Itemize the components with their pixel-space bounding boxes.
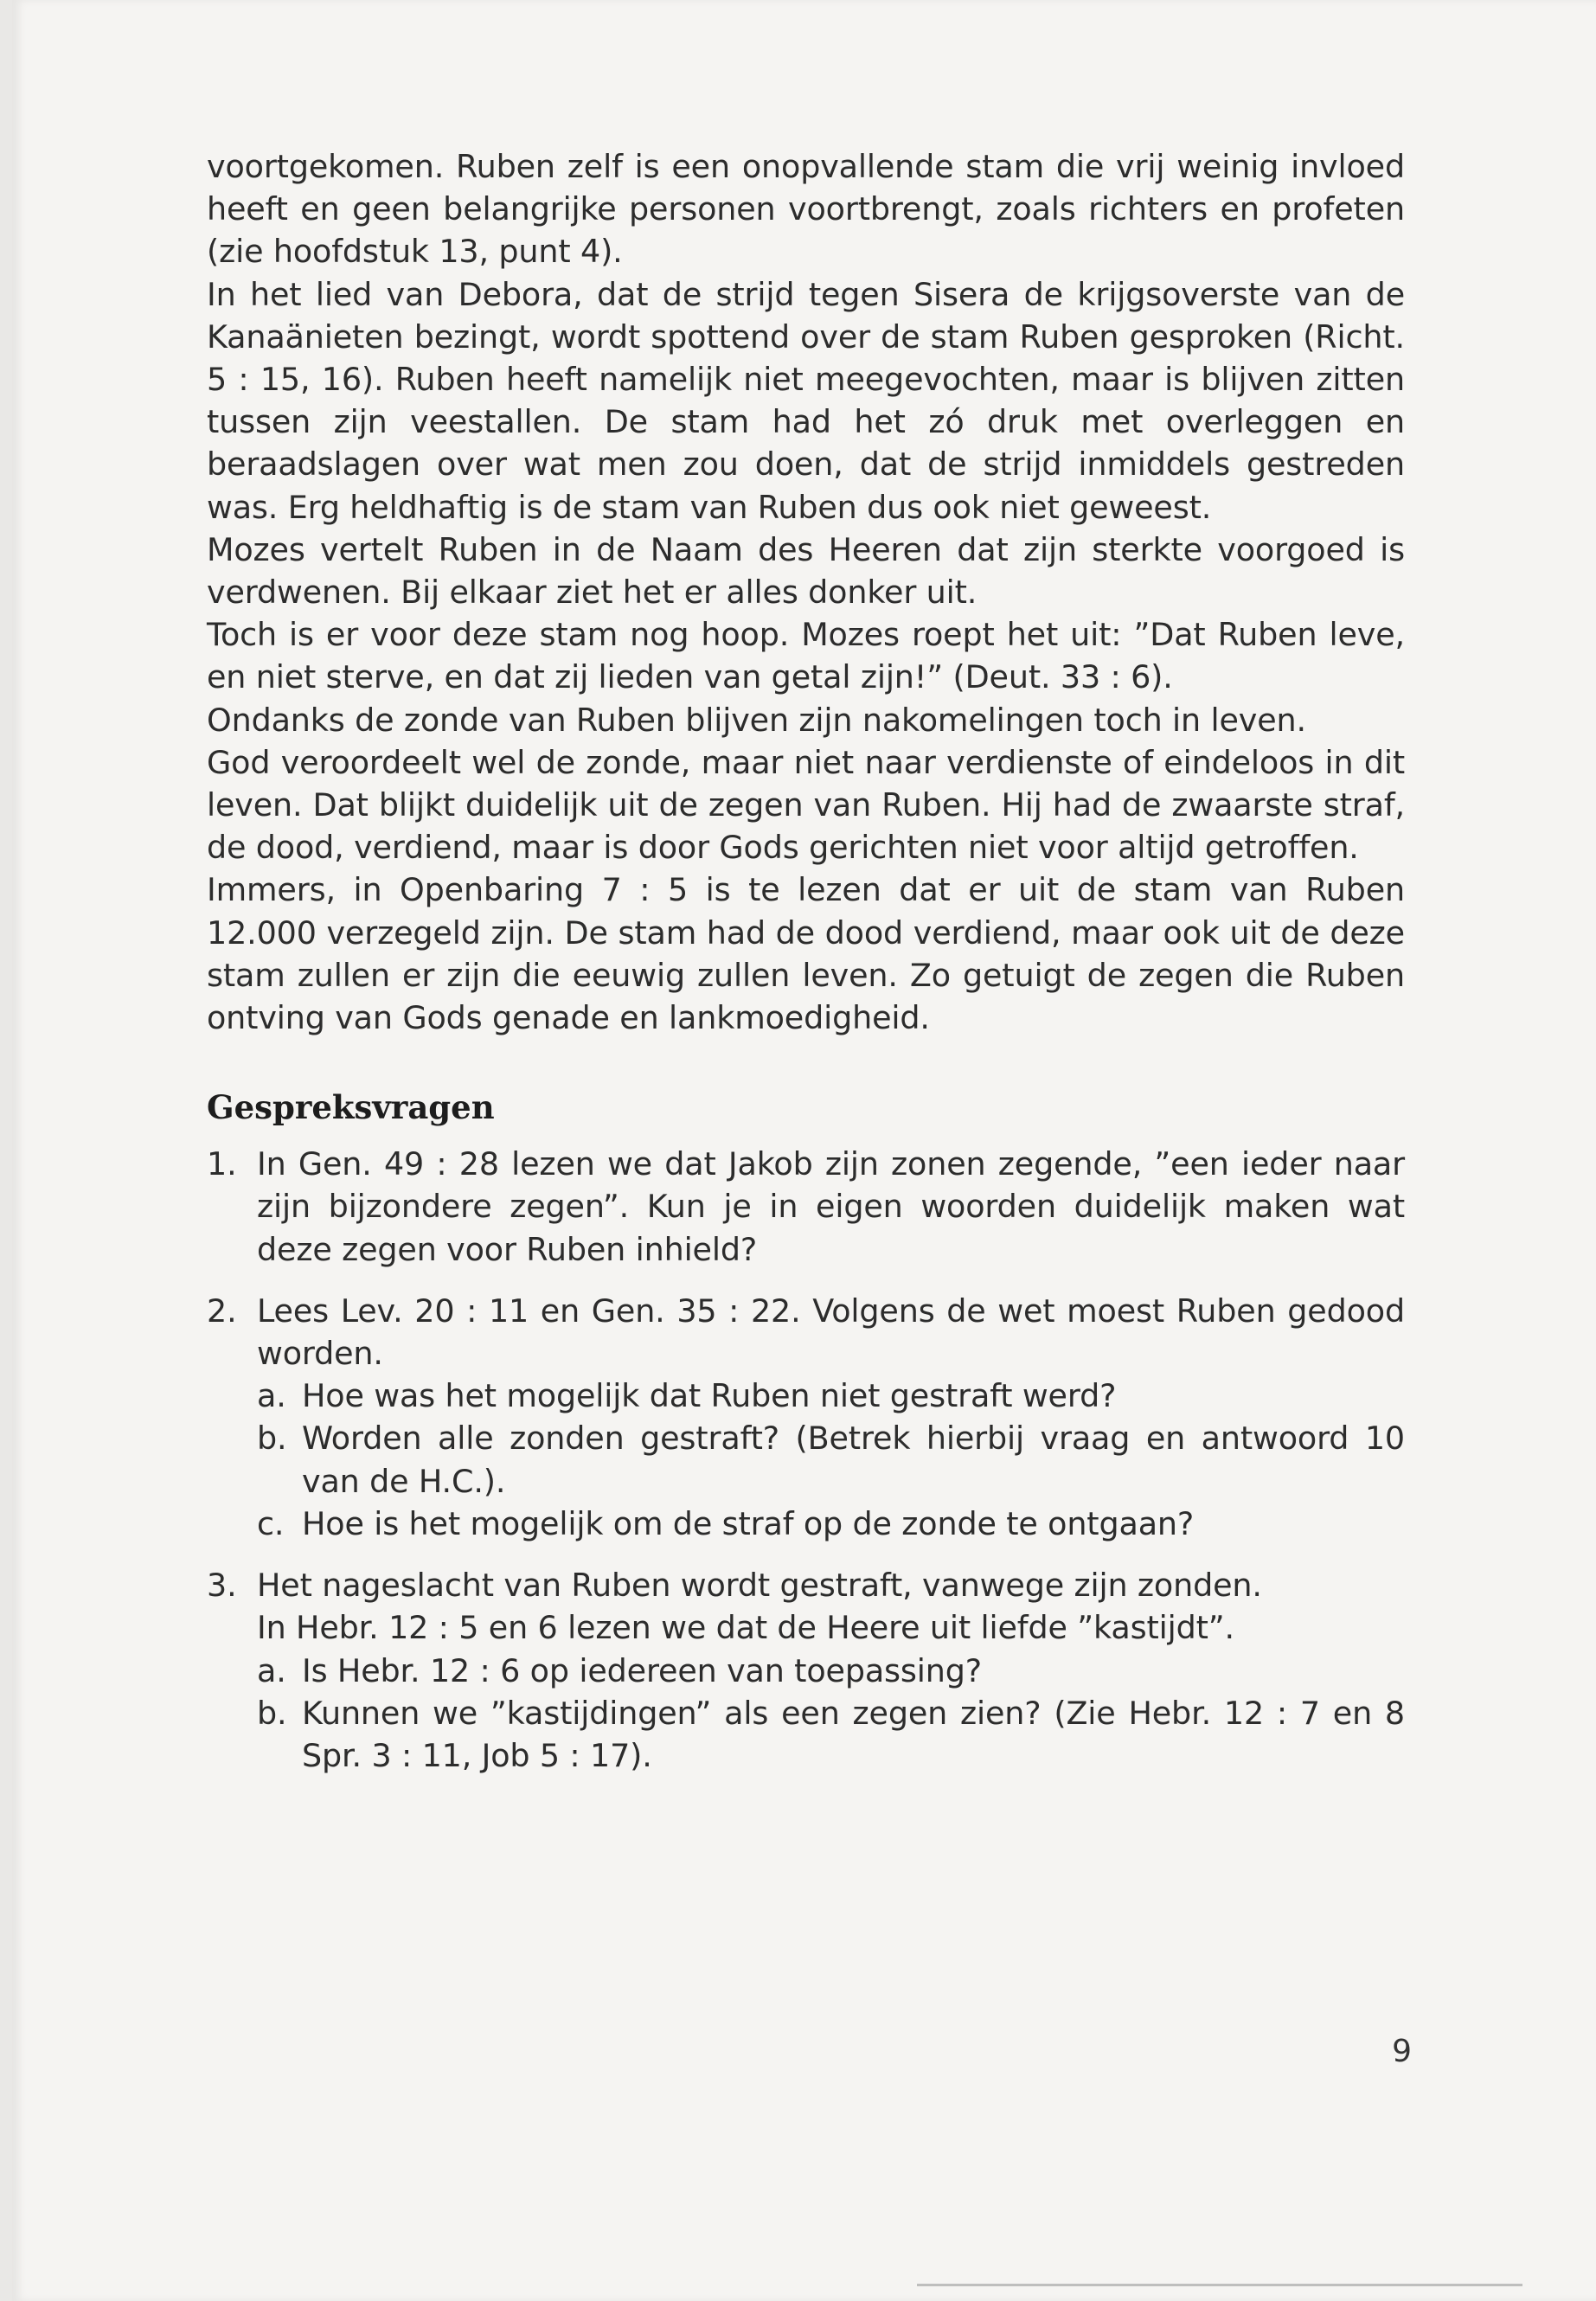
question-body [257,1143,1405,1271]
sub-question-text: Hoe is het mogelijk om de straf op de zonde te ontgaan? [302,1504,1195,1542]
sub-question-label: b. [257,1420,287,1458]
question-number: 1. [207,1145,237,1183]
paragraph: Toch is er voor deze stam nog hoop. Mozes roept het uit: ”Dat Ruben leve, en niet sterve, en dat zij lieden van getal zijn!” (Deut. 33 : 6). [207,616,1405,696]
sub-question [257,1650,1405,1692]
question-number: 3. [207,1567,237,1605]
sub-question-text: Is Hebr. 12 : 6 op iedereen van toepassing? [302,1651,982,1689]
question-body [257,1290,1405,1545]
sub-question-label: c. [257,1504,285,1542]
question-item [207,1564,1405,1777]
question-text: In Gen. 49 : 28 lezen we dat Jakob zijn zonen zegende, ”een ieder naar zijn bijzondere zegen”. Kun je in eigen woorden duidelijk maken wat deze zegen voor Ruben inhield? [257,1145,1405,1268]
sub-question-label: a. [257,1651,286,1689]
paragraph: Ondanks de zonde van Ruben blijven zijn nakomelingen toch in leven. [207,701,1306,739]
body-text [207,145,1405,1039]
paragraph: voortgekomen. Ruben zelf is een onopvallende stam die vrij weinig invloed heeft en geen belangrijke personen voortbrengt, zoals richters en profeten (zie hoofdstuk 13, punt 4). [207,148,1405,271]
page-number: 9 [1392,2034,1412,2069]
sub-question-text: Kunnen we ”kastijdingen” als een zegen zien? (Zie Hebr. 12 : 7 en 8 Spr. 3 : 11, Job 5 : 17). [302,1694,1405,1774]
sub-question-label: a. [257,1377,286,1415]
sub-question [257,1375,1405,1417]
scan-edge-line [917,2284,1522,2286]
paragraph: In het lied van Debora, dat de strijd tegen Sisera de krijgsoverste van de Kanaänieten bezingt, wordt spottend over de stam Ruben gesproken (Richt. 5 : 15, 16). Ruben heeft namelijk niet meegevochten, maar is blijven zitten tussen zijn veestallen. De stam had het zó druk met overleggen en beraadslagen over wat men zou doen, dat de strijd inmiddels gestreden was. Erg heldhaftig is de stam van Ruben dus ook niet geweest. [207,275,1405,526]
question-text: Het nageslacht van Ruben wordt gestraft, vanwege zijn zonden. [257,1567,1262,1605]
question-text: Lees Lev. 20 : 11 en Gen. 35 : 22. Volgens de wet moest Ruben gedood worden. [257,1292,1405,1373]
sub-question-text: Worden alle zonden gestraft? (Betrek hierbij vraag en antwoord 10 van de H.C.). [302,1420,1405,1500]
section-heading: Gespreksvragen [207,1088,495,1127]
question-body [257,1564,1405,1777]
sub-question-label: b. [257,1694,287,1732]
question-number: 2. [207,1292,237,1330]
question-item [207,1143,1405,1271]
question-item [207,1290,1405,1545]
sub-question-text: Hoe was het mogelijk dat Ruben niet gestraft werd? [302,1377,1117,1415]
sub-question [257,1503,1405,1545]
sub-question [257,1417,1405,1502]
paragraph: Immers, in Openbaring 7 : 5 is te lezen dat er uit de stam van Ruben 12.000 verzegeld zijn. De stam had de dood verdiend, maar ook uit de deze stam zullen er zijn die eeuwig zullen leven. Zo getuigt de zegen die Ruben ontving van Gods genade en lankmoedigheid. [207,871,1405,1037]
question-list [207,1143,1405,1777]
paragraph: Mozes vertelt Ruben in de Naam des Heeren dat zijn sterkte voorgoed is verdwenen. Bij elkaar ziet het er alles donker uit. [207,530,1405,612]
book-page [12,0,1596,2301]
paragraph: God veroordeelt wel de zonde, maar niet naar verdienste of eindeloos in dit leven. Dat blijkt duidelijk uit de zegen van Ruben. Hij had de zwaarste straf, de dood, verdiend, maar is door Gods gerichten niet voor altijd getroffen. [207,743,1405,867]
sub-question [257,1692,1405,1777]
page-content [207,145,1405,1796]
question-text: In Hebr. 12 : 5 en 6 lezen we dat de Heere uit liefde ”kastijdt”. [257,1609,1235,1647]
